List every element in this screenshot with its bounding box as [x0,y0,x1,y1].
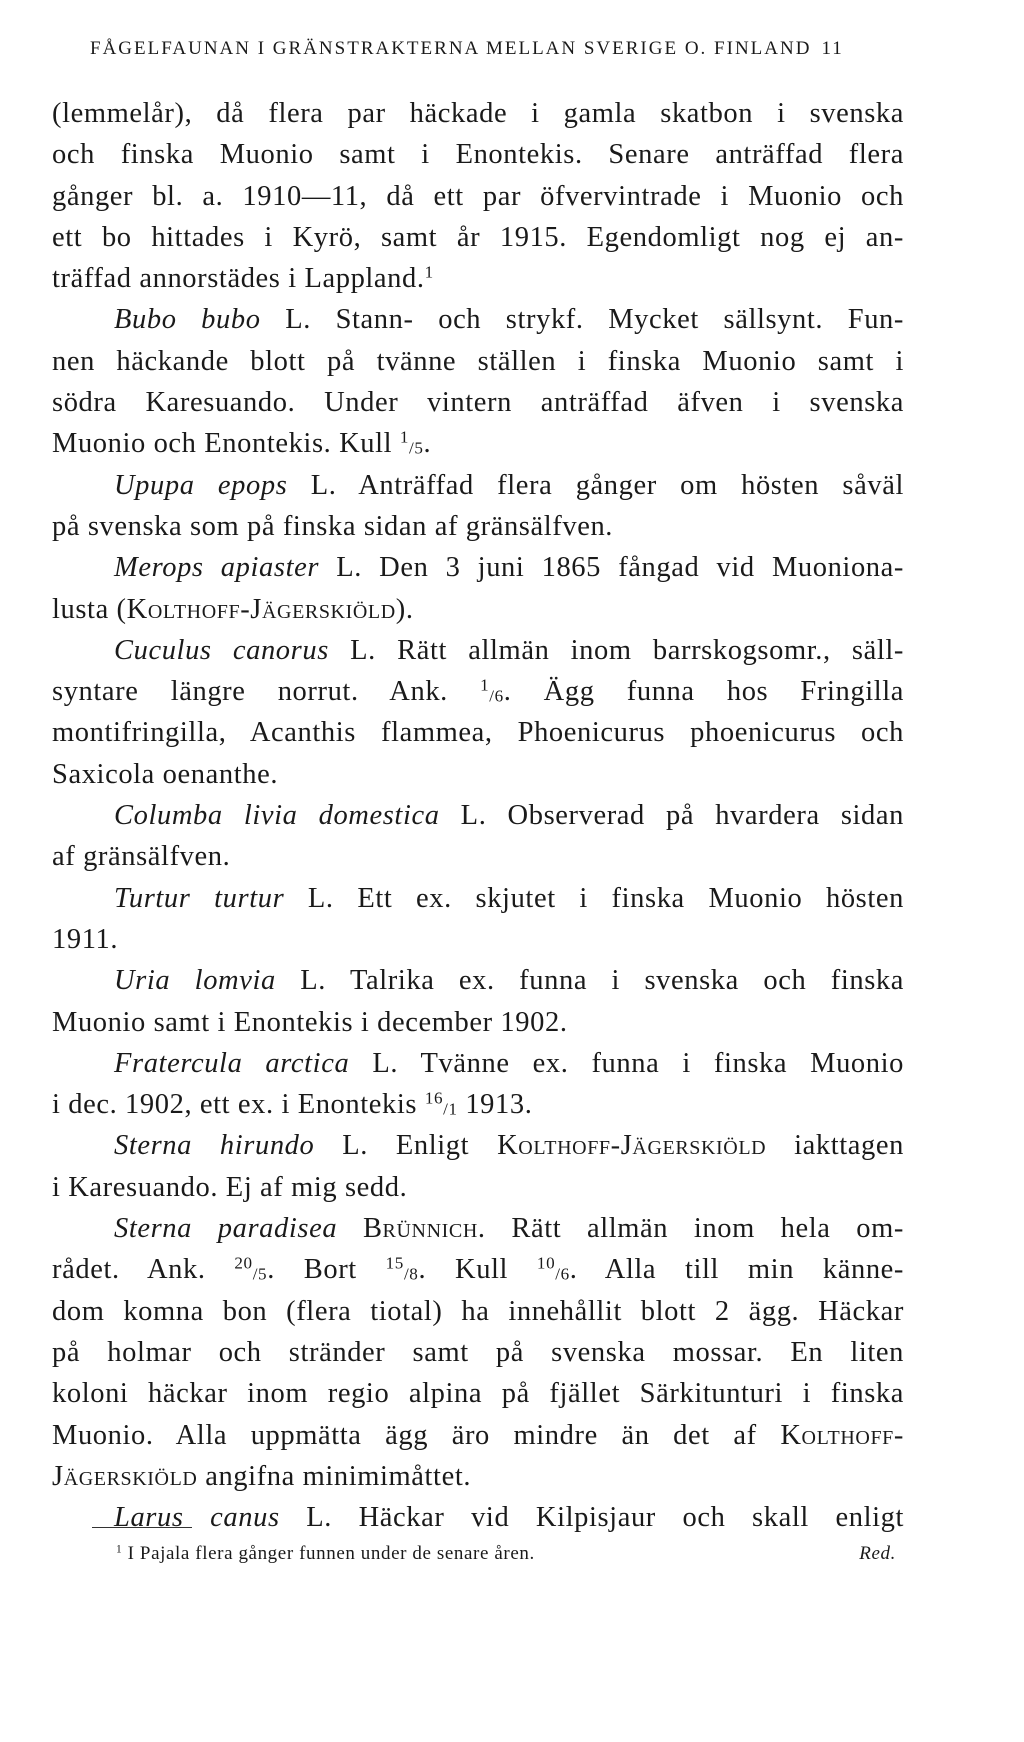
species-entry-uria: Uria lomvia L. Talrika ex. funna i svenska och finska [114,965,904,997]
text-line: träffad annorstädes i Lappland.$^1$ [52,262,434,295]
text-line: Muonio samt i Enontekis i december 1902. [52,1006,568,1038]
species-name: Upupa epops [114,469,288,501]
species-name: Cuculus canorus [114,634,329,666]
body-text [52,93,904,1538]
species-entry-sterna-hirundo: Sterna hirundo L. Enligt Kolthoff-Jägerskiöld iakttagen [114,1130,904,1162]
running-header [90,38,950,60]
text-line: nen häckande blott på tvänne ställen i finska Muonio samt i [52,345,904,377]
book-page [52,0,904,1742]
footnote-rule [92,1527,192,1528]
text-line: 1911. [52,923,119,955]
species-name: Turtur turtur [114,882,285,914]
author-name: Brünnich [362,1213,478,1245]
page-number: 11 [821,38,844,59]
editor-mark: Red. [859,1543,896,1564]
species-entry-larus: Larus canus L. Häckar vid Kilpisjaur och skall enligt [114,1502,904,1534]
text-line: södra Karesuando. Under vintern anträffad äfven i svenska [52,387,904,419]
author-name: Kolthoff- [780,1419,904,1451]
species-name: Sterna paradisea [114,1213,338,1245]
species-name: Larus canus [114,1502,280,1534]
text-line: Jägerskiöld angifna minimimåttet. [52,1460,472,1492]
species-entry-merops: Merops apiaster L. Den 3 juni 1865 fångad vid Muoniona- [114,552,904,584]
text-line: på holmar och stränder samt på svenska mossar. En liten [52,1336,904,1368]
text-line: dom komna bon (flera tiotal) ha innehållit blott 2 ägg. Häckar [52,1295,904,1327]
running-title: FÅGELFAUNAN I GRÄNSTRAKTERNA MELLAN SVERIGE O. FINLAND [90,38,812,59]
text-line: ett bo hittades i Kyrö, samt år 1915. Egendomligt nog ej an- [52,221,904,253]
species-name: Uria lomvia [114,965,276,997]
text-line: i Karesuando. Ej af mig sedd. [52,1171,408,1203]
footnote-text: I Pajala flera gånger funnen under de senare åren. [122,1543,535,1564]
species-name: Bubo bubo [114,304,261,336]
species-entry-turtur: Turtur turtur L. Ett ex. skjutet i finska Muonio hösten [114,882,904,914]
text-line: (lemmelår), då flera par häckade i gamla skatbon i svenska [52,98,904,129]
footnote-marker: 1 [424,262,434,282]
footnote-marker: 1 [116,1543,123,1556]
text-line: montifringilla, Acanthis flammea, Phoenicurus phoenicurus och [52,717,904,749]
text-line: gånger bl. a. 1910—11, då ett par öfvervintrade i Muonio och [52,180,904,212]
author-name: Jägerskiöld [52,1460,198,1492]
species-name: Merops apiaster [114,552,320,584]
text-line: på svenska som på finska sidan af gränsälfven. [52,510,614,542]
species-entry-fratercula: Fratercula arctica L. Tvänne ex. funna i finska Muonio [114,1047,904,1079]
text-line: i dec. 1902, ett ex. i Enontekis $^{16}_{/1}$ 1913. [52,1088,533,1121]
text-line: syntare längre norrut. Ank. $^1_{/6}$. Ägg funna hos Fringilla [52,675,904,708]
species-entry-sterna-paradisea: Sterna paradisea Brünnich. Rätt allmän inom hela om- [114,1213,904,1245]
footnote [116,1543,896,1565]
text-line: Saxicola oenanthe. [52,758,279,790]
species-entry-cuculus: Cuculus canorus L. Rätt allmän inom barrskogsomr., säll- [114,634,904,666]
author-name: Kolthoff-Jägerskiöld [126,593,396,625]
species-name: Sterna hirundo [114,1130,315,1162]
text-line: af gränsälfven. [52,841,231,873]
species-entry-upupa: Upupa epops L. Anträffad flera gånger om hösten såväl [114,469,904,501]
species-name: Fratercula arctica [114,1047,350,1079]
species-entry-columba: Columba livia domestica L. Observerad på hvardera sidan [114,800,904,832]
author-name: Kolthoff-Jägerskiöld [497,1130,767,1162]
species-name: Columba livia domestica [114,800,440,832]
text-line: rådet. Ank. $^{20}_{/5}$. Bort $^{15}_{/8}$. Kull $^{10}_{/6}$. Alla till min känne- [52,1253,904,1286]
species-entry-bubo: Bubo bubo L. Stann- och strykf. Mycket sällsynt. Fun- [114,304,904,336]
text-line: och finska Muonio samt i Enontekis. Senare anträffad flera [52,139,904,171]
text-line: Muonio. Alla uppmätta ägg äro mindre än det af Kolthoff- [52,1419,904,1451]
text-line: lusta (Kolthoff-Jägerskiöld). [52,593,414,625]
text-line: Muonio och Enontekis. Kull $^1_{/5}$. [52,427,432,460]
text-line: koloni häckar inom regio alpina på fjället Särkitunturi i finska [52,1378,904,1410]
